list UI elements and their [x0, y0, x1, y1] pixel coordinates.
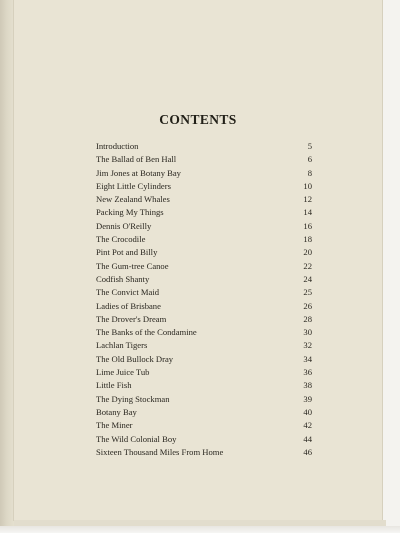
entry-title: Botany Bay [96, 406, 137, 417]
entry-title: Ladies of Brisbane [96, 300, 161, 311]
book-page [14, 0, 382, 520]
contents-entry [96, 140, 312, 153]
contents-entry [96, 233, 312, 246]
contents-heading: CONTENTS [159, 112, 237, 127]
entry-page-number: 8 [307, 167, 312, 178]
entry-title: Sixteen Thousand Miles From Home [96, 446, 224, 457]
contents-entry [96, 339, 312, 352]
entry-page-number: 42 [303, 420, 312, 431]
entry-title: New Zealand Whales [96, 194, 170, 205]
entry-title: The Miner [96, 420, 133, 431]
entry-title: The Wild Colonial Boy [96, 433, 177, 444]
entry-page-number: 44 [303, 433, 312, 444]
entry-page-number: 10 [303, 180, 312, 191]
entry-page-number: 40 [303, 406, 312, 417]
entry-title: The Convict Maid [96, 287, 160, 298]
table-surface [0, 526, 400, 533]
entry-title: The Ballad of Ben Hall [96, 154, 177, 165]
entry-page-number: 6 [307, 154, 312, 165]
entry-title: The Gum-tree Canoe [96, 260, 169, 271]
entry-page-number: 12 [303, 194, 312, 205]
contents-entry [96, 313, 312, 326]
entry-page-number: 46 [303, 446, 312, 457]
entry-page-number: 25 [303, 287, 312, 298]
contents-entry [96, 353, 312, 366]
contents-entry [96, 260, 312, 273]
entry-page-number: 36 [303, 367, 312, 378]
entry-page-number: 22 [303, 260, 312, 271]
contents-entry [96, 433, 312, 446]
contents-entry [96, 366, 312, 379]
entry-title: Lime Juice Tub [96, 367, 150, 378]
entry-title: The Drover's Dream [96, 313, 167, 324]
entry-page-number: 32 [303, 340, 312, 351]
entry-page-number: 24 [303, 273, 312, 284]
entry-page-number: 39 [303, 393, 312, 404]
entry-page-number: 38 [303, 380, 312, 391]
contents-entry [96, 406, 312, 419]
entry-page-number: 14 [303, 207, 312, 218]
entry-title: Codfish Shanty [96, 273, 150, 284]
entry-page-number: 34 [303, 353, 312, 364]
entry-title: Little Fish [96, 380, 132, 391]
contents-entry [96, 379, 312, 392]
contents-entry [96, 286, 312, 299]
entry-page-number: 18 [303, 234, 312, 245]
contents-entry [96, 167, 312, 180]
contents-entry [96, 273, 312, 286]
entry-page-number: 16 [303, 220, 312, 231]
contents-entry [96, 446, 312, 459]
entry-title: The Old Bullock Dray [96, 353, 174, 364]
contents-entry [96, 419, 312, 432]
contents-entry [96, 153, 312, 166]
entry-title: The Crocodile [96, 234, 146, 245]
page-left-edge [0, 0, 14, 533]
entry-title: The Dying Stockman [96, 393, 170, 404]
contents-list [96, 140, 312, 459]
entry-title: Packing My Things [96, 207, 164, 218]
entry-title: Introduction [96, 141, 139, 151]
contents-entry [96, 300, 312, 313]
entry-title: Dennis O'Reilly [96, 220, 152, 231]
contents-entry [96, 393, 312, 406]
contents-entry [96, 180, 312, 193]
contents-entry [96, 206, 312, 219]
contents-entry [96, 246, 312, 259]
entry-page-number: 5 [307, 141, 312, 151]
contents-entry [96, 326, 312, 339]
entry-title: Lachlan Tigers [96, 340, 148, 351]
entry-title: Eight Little Cylinders [96, 180, 171, 191]
entry-page-number: 28 [303, 313, 312, 324]
entry-page-number: 30 [303, 327, 312, 338]
entry-title: Jim Jones at Botany Bay [96, 167, 181, 178]
entry-title: Pint Pot and Billy [96, 247, 158, 258]
contents-entry [96, 220, 312, 233]
entry-page-number: 26 [303, 300, 312, 311]
contents-entry [96, 193, 312, 206]
entry-title: The Banks of the Condamine [96, 327, 197, 338]
entry-page-number: 20 [303, 247, 312, 258]
